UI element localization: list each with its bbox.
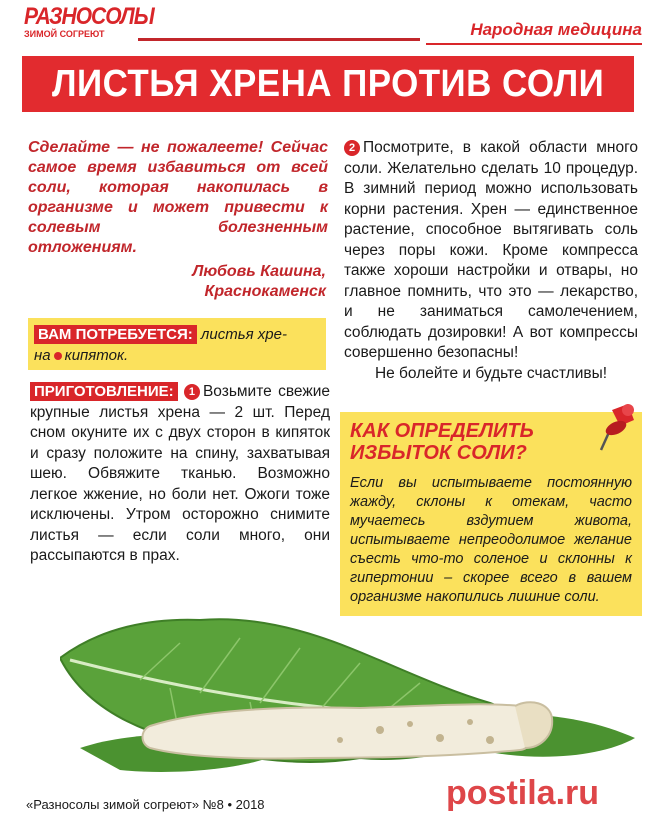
box-title [350,420,570,464]
intro-text: Сделайте — не пожалеете! Сейчас самое время избавиться от всей соли, которая накопилась в организме и может привести к солевым болезненным отложениям. [28,139,328,256]
page-title: ЛИСТЬЯ ХРЕНА ПРОТИВ СОЛИ [51,62,605,105]
brand-line2: ЗИМОЙ СОГРЕЮТ [24,29,105,39]
brand-logo [24,3,154,39]
watermark [446,772,646,812]
author [120,262,326,302]
box-text: Если вы испытываете постоянную жажду, склоны к отекам, часто мучаетесь вздутием живота, испытываете непреодолимое желание съесть что-то соленое и склонны к гипертонии – скорее всего в вашем организме накопились лишние соли. [350,475,632,605]
box-title-line2: ИЗБЫТОК СОЛИ? [350,442,527,464]
salt-excess-box [340,412,642,616]
postila-logo-icon [446,772,646,812]
box-title-line1: КАК ОПРЕДЕЛИТЬ [350,420,534,442]
step-2-text: Посмотрите, в какой области много соли. Желательно сделать 10 процедур. В зимний период можно использовать корни растения. Хрен — единственное растение, способное вытягивать соль через поры кожи. Кроме компресса также хороши настройки и отвары, но главное помнить, что это — лекарство, и не заниматься самолечением, соблюдать дозировки! А вот компрессы совершенно безопасны! [344,139,638,361]
author-city: Краснокаменск [204,283,326,300]
ingredients-block [28,318,326,370]
horseradish-illustration [60,598,640,788]
header-rule [138,38,420,41]
author-name: Любовь Кашина, [192,263,326,280]
step-number-1-icon: 1 [184,384,200,400]
ingredients-label: ВАМ ПОТРЕБУЕТСЯ: [34,325,197,344]
bullet-dot-icon [54,352,62,360]
ingredient-1a: листья хре- [200,326,287,343]
brand-line1: РАЗНОСОЛЫ [24,3,154,30]
push-pin-icon [598,400,638,452]
step-2-block [344,138,638,384]
title-banner [22,56,634,112]
ingredient-2: кипяток. [64,347,129,364]
step-1-text: Возьмите свежие крупные листья хрена — 2 шт. Перед сном окуните их с двух сторон в кипяток и сразу положите на спину, захватывая шею. Обвяжите тканью. Возможно легкое жжение, но боли нет. Ожоги тоже исключены. Утром осторожно снимите листья — если соли много, они рассыпаются в прах. [30,383,330,564]
watermark-text: postila.ru [446,774,600,812]
footer-issue: «Разносолы зимой согреют» №8 • 2018 [26,797,265,812]
preparation-label: ПРИГОТОВЛЕНИЕ: [30,382,178,401]
ingredient-1b: на [34,347,51,364]
section-title: Народная медицина [426,20,642,45]
preparation-block [30,382,330,567]
step-number-2-icon: 2 [344,140,360,156]
closing-wish: Не болейте и будьте счастливы! [374,364,608,382]
